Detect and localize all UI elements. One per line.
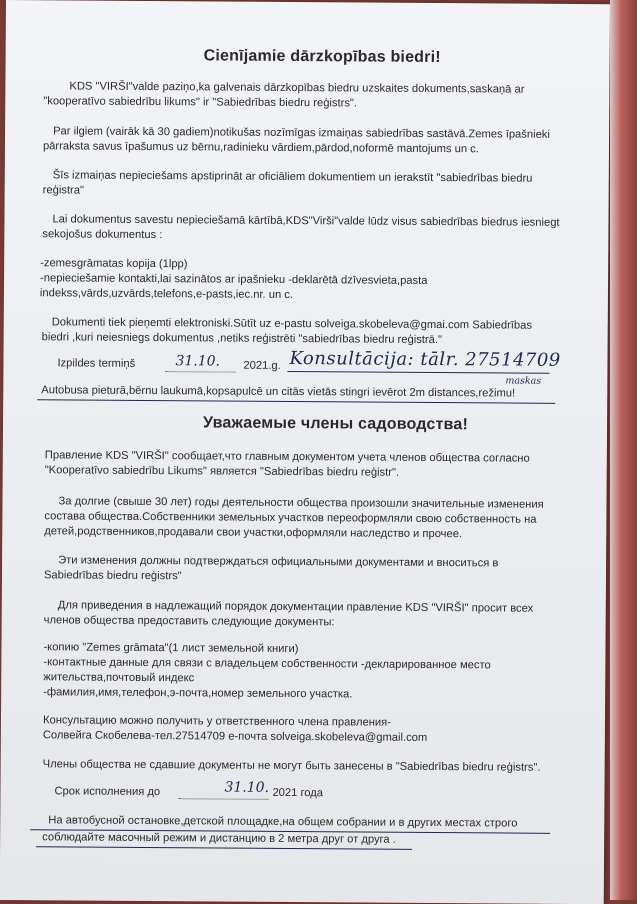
- lv-deadline-dotline: [165, 371, 235, 372]
- ru-deadline-date: 31.10.: [224, 779, 270, 796]
- lv-p5-line1: Dokumenti tiek pieņemti elektroniski.Sūtīt uz e-pastu solveiga.skobeleva@gmai.com Sabiedrības: [51, 316, 533, 332]
- lv-handwritten-underline: [287, 371, 549, 374]
- background-edge: [610, 0, 637, 900]
- lv-p4-line2: sekojošus dokumentus :: [42, 228, 163, 242]
- ru-p2-line3: детей,родственников,продавали свои участки,оформляли наследство и прочее.: [44, 525, 463, 541]
- ru-list-item-3: -фамилия,имя,телефон,э-почта,номер земельного участка.: [43, 686, 353, 701]
- lv-list-item-2: -nepieciešamie kontakti,lai sazinātos ar ipašnieku -deklarētā dzīvesvieta,pasta: [40, 272, 428, 287]
- ru-p2-line1: За долгие (свыше 30 лет) годы деятельности общества произошли значительные изменения: [58, 495, 544, 511]
- lv-deadline-label: Izpildes termiņš: [57, 357, 136, 370]
- lv-deadline-date: 31.10.: [175, 353, 221, 370]
- ru-list-item-1: -копию "Zemes grāmata"(1 лист земельной книги): [43, 641, 299, 656]
- lv-p4-line1: Lai dokumentus savestu nepieciešamā kārtībā,KDS"Virši"valde lūdz visus sabiedrības biedrus iesniegt: [52, 213, 560, 229]
- ru-notice-line1: На автобусной остановке,детской площадке,на общем собрании и в других местах строго: [48, 814, 518, 830]
- ru-deadline-label: Срок исполнения до: [54, 785, 161, 799]
- ru-deadline-dotline: [178, 798, 268, 800]
- ru-p5-line2: Солвейга Скобелева-тел.27514709 е-почта solveiga.skobeleva@gmail.com: [42, 729, 428, 744]
- lv-p5-line2: biedri ,kuri neiesniegs dokumentus ,netiks reģistrēti "sabiedrības biedru reģistrā.": [41, 331, 443, 347]
- ru-deadline-year: 2021 года: [272, 786, 324, 800]
- lv-deadline-year: 2021.g.: [243, 359, 281, 372]
- lv-p2-line2: pārraksta savus īpašumus uz bērnu,radinieku vārdiem,pārdod,noformē mantojums un c.: [42, 140, 479, 156]
- lv-notice: Autobusa pieturā,bērnu laukumā,kopsapulcē un citās vietās stingri ievērot 2m distances,režimu!: [41, 384, 516, 400]
- lv-handwritten-consultation: Konsultācija: tālr. 27514709: [289, 347, 561, 371]
- lv-p2-line1: Par ilgiem (vairāk kā 30 gadiem)notikušas nozīmīgas izmaiņas sabiedrības sastāvā.Zemes īpašnieki: [53, 125, 550, 141]
- ru-list-item-2-cont: жительства,почтовый индекс: [43, 671, 195, 685]
- lv-p1-line2: "kooperatīvo sabiedrību likums" ir "Sabiedrības biedru reģistrs".: [43, 95, 358, 110]
- ru-p4-line1: Для приведения в надлежащий порядок документации правление KDS "VIRŠI" просит всех: [57, 599, 534, 615]
- lv-p3-line1: Šīs izmaiņas nepieciešams apstiprināt ar oficiāliem dokumentiem un ierakstīt "sabiedrības biedru: [52, 169, 533, 185]
- lv-list-item-3: indekss,vārds,uzvārds,telefons,e-pasts,iec.nr. un c.: [39, 287, 294, 302]
- ru-p4-line2: членов общества предоставить следующие документы:: [43, 614, 335, 629]
- ru-list-item-2: -контактные данные для связи с владельцем собственности -декларированное место: [43, 656, 491, 672]
- lv-p3-line2: reģistra": [42, 184, 84, 197]
- lv-title: Cienījamie dārzkopības biedri!: [203, 47, 441, 67]
- ru-p3-line1: Эти изменения должны подтверждаться официальными документами и вноситься в: [58, 554, 499, 570]
- ru-p1-line2: "Kooperatīvo sabiedrību Likums" является "Sabiedrības biedru reģistr".: [44, 464, 400, 479]
- ru-notice-line2: соблюдайте масочный режим и дистанцию в 2 метра друг от друга .: [42, 831, 396, 846]
- ru-p3-line2: Sabiedrības biedru reģistrs": [43, 569, 182, 583]
- ru-p6: Члены общества не сдавшие документы не могут быть занесены в "Sabiedrības biedru reģistrs".: [42, 758, 541, 774]
- ru-p2-line2: состава общества.Собственники земельных участков переоформляли свою собственность на: [44, 510, 537, 526]
- lv-list-item-1: -zemesgrāmatas kopija (1lpp): [40, 257, 188, 271]
- ru-p5-line1: Консультацию можно получить у ответственного члена правления-: [42, 714, 392, 729]
- ru-p1-line1: Правление KDS "VIRŠI" сообщает,что главным документом учета членов общества согласно: [44, 449, 530, 465]
- lv-p1-line1: KDS "VIRŠI"valde paziņo,ka galvenais dārzkopības biedru uzskaites dokuments,saskaņā ar: [69, 80, 525, 96]
- ru-title: Уважаемые члены садоводства!: [202, 414, 469, 434]
- lv-handwritten-maskas: maskas: [505, 375, 542, 387]
